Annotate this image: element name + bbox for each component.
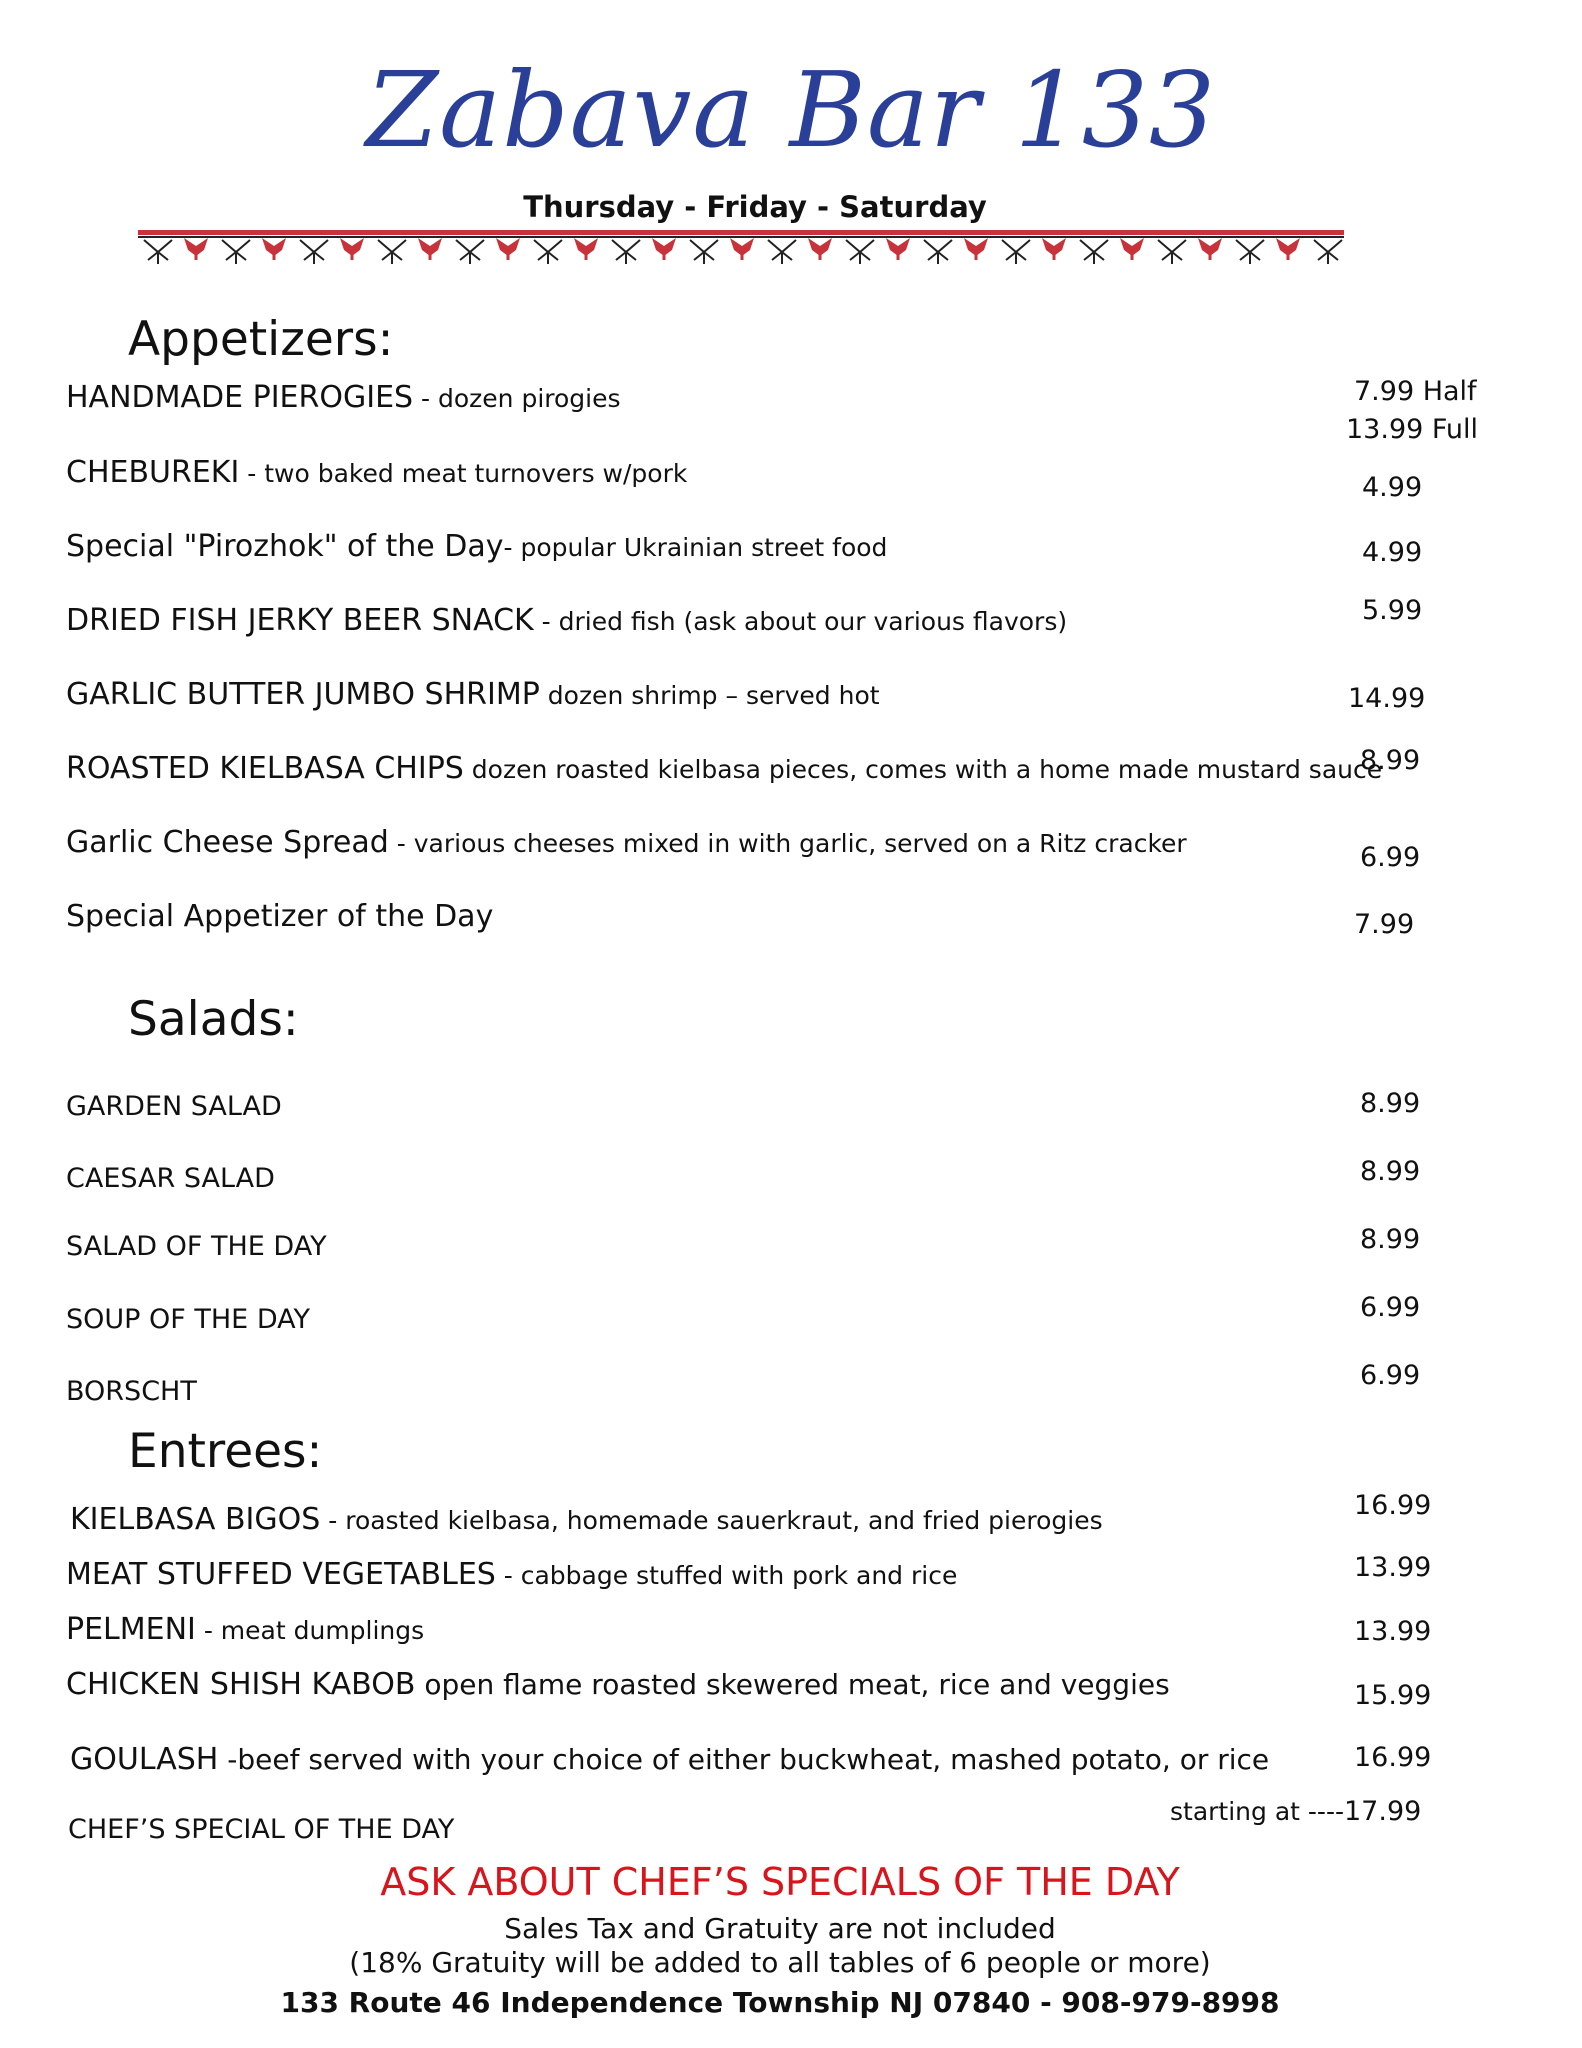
menu-item <box>66 1612 424 1647</box>
menu-item-name: CHICKEN SHISH KABOB <box>66 1667 416 1702</box>
menu-item-name: ROASTED KIELBASA CHIPS <box>66 751 464 786</box>
menu-item <box>66 677 880 712</box>
menu-item-price: 8.99 <box>1360 1224 1421 1255</box>
menu-item <box>66 455 687 490</box>
address-phone: 133 Route 46 Independence Township NJ 07840 - 908-979-8998 <box>280 1986 1280 2019</box>
menu-item <box>70 1742 1269 1777</box>
menu-item <box>66 751 1382 786</box>
menu-item-price: 8.99 <box>1360 745 1421 776</box>
menu-item-price: 8.99 <box>1360 1088 1421 1119</box>
menu-item-name: PELMENI <box>66 1612 196 1647</box>
menu-item-name: GARDEN SALAD <box>66 1091 282 1122</box>
section-heading-entrees: Entrees: <box>128 1424 323 1479</box>
menu-item-description: - dozen pirogies <box>413 384 621 413</box>
menu-item-description: - roasted kielbasa, homemade sauerkraut, and fried pierogies <box>320 1506 1103 1535</box>
menu-item-price: 5.99 <box>1362 595 1423 626</box>
menu-item-price: 6.99 <box>1360 1360 1421 1391</box>
menu-item-description: - various cheeses mixed in with garlic, served on a Ritz cracker <box>388 829 1187 858</box>
decorative-embroidery-border <box>138 230 1344 270</box>
price-prefix: starting at ---- <box>1170 1797 1344 1826</box>
price-value: 17.99 <box>1344 1796 1422 1827</box>
menu-item-name: CHEF’S SPECIAL OF THE DAY <box>68 1814 455 1845</box>
menu-item-name: KIELBASA BIGOS <box>70 1502 321 1537</box>
menu-item-description: dozen shrimp – served hot <box>539 681 880 710</box>
menu-item <box>66 603 1067 638</box>
gratuity-note: (18% Gratuity will be added to all tables of 6 people or more) <box>349 1946 1211 1979</box>
menu-item-name: GARLIC BUTTER JUMBO SHRIMP <box>66 677 540 712</box>
menu-item-description: - meat dumplings <box>195 1616 425 1645</box>
menu-item-description: - cabbage stuffed with pork and rice <box>495 1561 958 1590</box>
menu-item-price: 6.99 <box>1360 1292 1421 1323</box>
menu-item-description: - two baked meat turnovers w/pork <box>239 459 688 488</box>
menu-item-price: 13.99 <box>1354 1616 1432 1647</box>
menu-item-description: - popular Ukrainian street food <box>503 533 888 562</box>
menu-item <box>66 380 621 415</box>
menu-item-name: HANDMADE PIEROGIES <box>66 380 414 415</box>
menu-item <box>66 1557 957 1592</box>
menu-item-name: CAESAR SALAD <box>66 1163 275 1194</box>
menu-item-price: 4.99 <box>1362 472 1423 503</box>
menu-item-name: SOUP OF THE DAY <box>66 1304 311 1335</box>
menu-item-price: 15.99 <box>1354 1680 1432 1711</box>
menu-item-description: open flame roasted skewered meat, rice and veggies <box>415 1668 1170 1701</box>
menu-item-name: Special Appetizer of the Day <box>66 899 494 934</box>
menu-item-price: 4.99 <box>1362 537 1423 568</box>
specials-notice: ASK ABOUT CHEF’S SPECIALS OF THE DAY <box>380 1860 1180 1904</box>
menu-item-name: MEAT STUFFED VEGETABLES <box>66 1557 496 1592</box>
menu-item <box>66 899 493 934</box>
menu-item-description: -beef served with your choice of either buckwheat, mashed potato, or rice <box>218 1743 1270 1776</box>
open-days: Thursday - Friday - Saturday <box>523 190 987 224</box>
menu-item-name: Garlic Cheese Spread <box>66 825 389 860</box>
menu-item-price: 6.99 <box>1360 842 1421 873</box>
menu-item-price <box>1170 1796 1421 1827</box>
menu-item-price: 13.99 <box>1354 1552 1432 1583</box>
menu-item <box>66 529 887 564</box>
menu-item-name: GOULASH <box>70 1742 219 1777</box>
restaurant-logo-title: Zabava Bar 133 <box>365 49 1217 171</box>
menu-item-price: 7.99 Half <box>1354 376 1477 407</box>
menu-item-price: 16.99 <box>1354 1490 1432 1521</box>
menu-item-price: 16.99 <box>1354 1742 1432 1773</box>
menu-item-price: 7.99 <box>1354 909 1415 940</box>
menu-item-price: 8.99 <box>1360 1156 1421 1187</box>
menu-item-name: CHEBUREKI <box>66 455 240 490</box>
menu-item <box>66 1667 1170 1702</box>
menu-item-description: - dried fish (ask about our various flavors) <box>533 607 1068 636</box>
menu-item-price: 14.99 <box>1348 683 1426 714</box>
menu-item-name: BORSCHT <box>66 1376 197 1407</box>
section-heading-appetizers: Appetizers: <box>128 312 394 367</box>
menu-item <box>70 1502 1103 1537</box>
menu-item-name: Special "Pirozhok" of the Day <box>66 529 504 564</box>
menu-item-name: DRIED FISH JERKY BEER SNACK <box>66 603 534 638</box>
section-heading-salads: Salads: <box>128 992 299 1047</box>
menu-item-description: dozen roasted kielbasa pieces, comes with a home made mustard sauce <box>463 755 1383 784</box>
menu-item <box>66 825 1187 860</box>
tax-note: Sales Tax and Gratuity are not included <box>504 1912 1056 1945</box>
menu-item-name: SALAD OF THE DAY <box>66 1231 327 1262</box>
menu-item-price-alt: 13.99 Full <box>1346 414 1479 445</box>
